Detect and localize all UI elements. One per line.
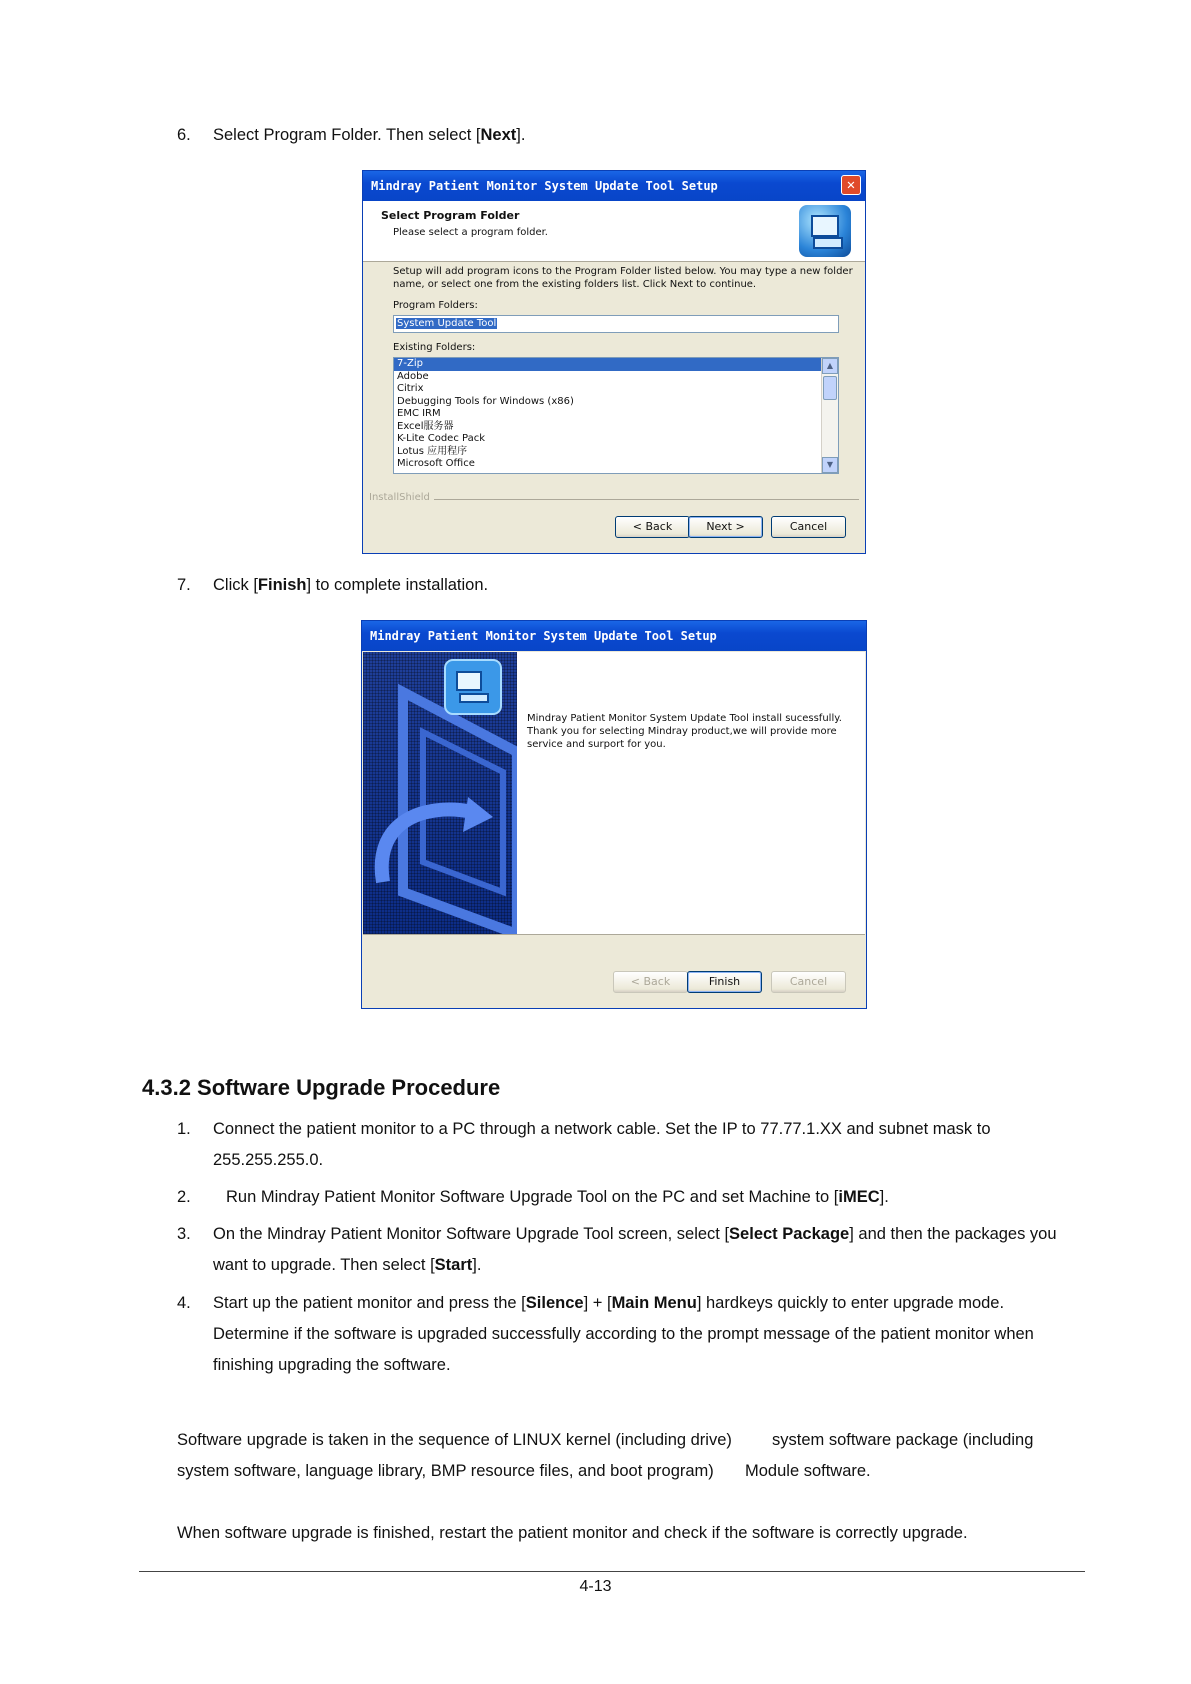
step-1-line-1: Connect the patient monitor to a PC through a network cable. Set the IP to 77.77.1.XX and subnet mask to	[213, 1120, 991, 1138]
finish-dialog	[361, 620, 867, 1009]
section-title: 4.3.2 Software Upgrade Procedure	[142, 1075, 501, 1100]
step-4-mid: ] + [	[583, 1294, 612, 1312]
finish-back-button[interactable]	[613, 971, 688, 993]
folder-list-item[interactable]: Citrix	[397, 383, 424, 394]
dialog-description-1: Setup will add program icons to the Program Folder listed below. You may type a new folder	[393, 266, 853, 277]
step-1-number: 1.	[177, 1120, 191, 1138]
step-2-text	[226, 1182, 889, 1213]
next-button-label: Next >	[706, 520, 745, 533]
existing-folders-list[interactable]	[393, 357, 839, 474]
finish-message-1: Mindray Patient Monitor System Update Tool install sucessfully.	[527, 713, 842, 724]
finish-cancel-button[interactable]	[771, 971, 846, 993]
step-6-number: 6.	[177, 126, 191, 144]
installshield-label: InstallShield	[369, 492, 434, 503]
folder-list-item[interactable]: Adobe	[397, 370, 429, 382]
close-icon[interactable]: ✕	[841, 175, 861, 195]
select-program-folder-dialog	[362, 170, 866, 554]
setup-banner-image	[363, 652, 517, 934]
step-4-line-1	[213, 1288, 1004, 1319]
step-3-line2-bold: Start	[434, 1256, 473, 1274]
note-2: When software upgrade is finished, restart the patient monitor and check if the software is correctly upgrade.	[177, 1524, 968, 1542]
computer-arrow-graphic	[363, 652, 517, 934]
folder-list-item[interactable]: Debugging Tools for Windows (x86)	[397, 395, 574, 407]
finish-dialog-title: Mindray Patient Monitor System Update Tool Setup	[370, 629, 717, 643]
step-4-line-2: Determine if the software is upgraded successfully according to the prompt message of the patient monitor when	[213, 1325, 1034, 1343]
dialog-titlebar[interactable]	[363, 171, 865, 201]
step-6-bold: Next	[480, 126, 517, 144]
step-7-number: 7.	[177, 576, 191, 594]
step-7-bold: Finish	[257, 576, 307, 594]
folders-scrollbar[interactable]	[821, 358, 838, 473]
step-3-bold: Select Package	[729, 1225, 850, 1243]
step-2-post: ].	[879, 1188, 889, 1206]
finish-message-area	[517, 652, 865, 934]
step-4-line-3: finishing upgrading the software.	[213, 1356, 451, 1374]
note-1-line-1a: Software upgrade is taken in the sequence of LINUX kernel (including drive)	[177, 1431, 732, 1449]
next-button[interactable]	[688, 516, 763, 538]
finish-dialog-titlebar[interactable]	[362, 621, 866, 651]
step-3-line-1	[213, 1219, 1057, 1250]
folder-list-item[interactable]: 7-Zip	[394, 358, 838, 371]
dialog-description-2: name, or select one from the existing folders list. Click Next to continue.	[393, 279, 757, 290]
step-7-pre: Click [	[213, 576, 258, 594]
step-6-pre: Select Program Folder. Then select [	[213, 126, 481, 144]
folder-list-item[interactable]: EMC IRM	[397, 408, 441, 419]
scroll-down-icon[interactable]: ▼	[822, 457, 838, 473]
step-4-number: 4.	[177, 1294, 191, 1312]
finish-button[interactable]	[687, 971, 762, 993]
back-button[interactable]	[615, 516, 690, 538]
dialog-title: Mindray Patient Monitor System Update Tool Setup	[371, 179, 718, 193]
program-folder-value: System Update Tool	[397, 318, 497, 329]
finish-cancel-label: Cancel	[789, 975, 828, 988]
program-folders-label: Program Folders:	[393, 300, 478, 311]
cancel-button[interactable]	[771, 516, 846, 538]
note-1-line-1b: system software package (including	[772, 1431, 1034, 1449]
program-folder-input[interactable]	[393, 315, 839, 333]
step-4-bold-1: Silence	[525, 1294, 584, 1312]
folder-list-item[interactable]: Excel服务器	[397, 420, 454, 432]
step-3-post: ] and then the packages you	[849, 1225, 1057, 1243]
step-6-text	[213, 120, 525, 151]
finish-message-2: Thank you for selecting Mindray product,we will provide more	[527, 726, 837, 737]
setup-computer-icon	[799, 205, 851, 257]
page-number: 4-13	[579, 1578, 612, 1595]
step-3-line2-post: ].	[472, 1256, 482, 1274]
step-4-bold-2: Main Menu	[611, 1294, 697, 1312]
step-3-pre: On the Mindray Patient Monitor Software Upgrade Tool screen, select [	[213, 1225, 730, 1243]
footer-divider	[139, 1571, 1085, 1572]
step-4-pre: Start up the patient monitor and press the [	[213, 1294, 526, 1312]
step-2-pre: Run Mindray Patient Monitor Software Upgrade Tool on the PC and set Machine to [	[226, 1188, 839, 1206]
dialog-header-subtitle: Please select a program folder.	[393, 227, 548, 238]
scroll-up-icon[interactable]: ▲	[822, 358, 838, 374]
installshield-divider	[369, 499, 859, 500]
step-2-bold: iMEC	[838, 1188, 880, 1206]
step-4-post: ] hardkeys quickly to enter upgrade mode.	[696, 1294, 1005, 1312]
finish-message-3: service and surport for you.	[527, 739, 666, 750]
folder-list-item[interactable]: Lotus 应用程序	[397, 445, 468, 457]
step-1-line-2: 255.255.255.0.	[213, 1151, 324, 1169]
step-7-post: ] to complete installation.	[306, 576, 489, 594]
step-3-number: 3.	[177, 1225, 191, 1243]
back-button-label: < Back	[632, 520, 673, 533]
note-1-line-2b: Module software.	[745, 1462, 871, 1480]
step-6-post: ].	[516, 126, 526, 144]
folder-list-item[interactable]: K-Lite Codec Pack	[397, 433, 485, 444]
finish-divider	[363, 934, 865, 935]
note-1-line-2a: system software, language library, BMP resource files, and boot program)	[177, 1462, 714, 1480]
folder-list-item[interactable]: Microsoft Office	[397, 458, 475, 469]
step-3-line2-pre: want to upgrade. Then select [	[213, 1256, 435, 1274]
cancel-button-label: Cancel	[789, 520, 828, 533]
dialog-header-title: Select Program Folder	[381, 209, 520, 222]
dialog-header	[363, 201, 865, 262]
step-2-number: 2.	[177, 1188, 191, 1206]
finish-back-label: < Back	[630, 975, 671, 988]
step-3-line-2	[213, 1250, 481, 1281]
existing-folders-label: Existing Folders:	[393, 342, 476, 353]
scroll-thumb[interactable]	[823, 376, 837, 400]
finish-button-label: Finish	[708, 975, 741, 988]
step-7-text	[213, 570, 488, 601]
